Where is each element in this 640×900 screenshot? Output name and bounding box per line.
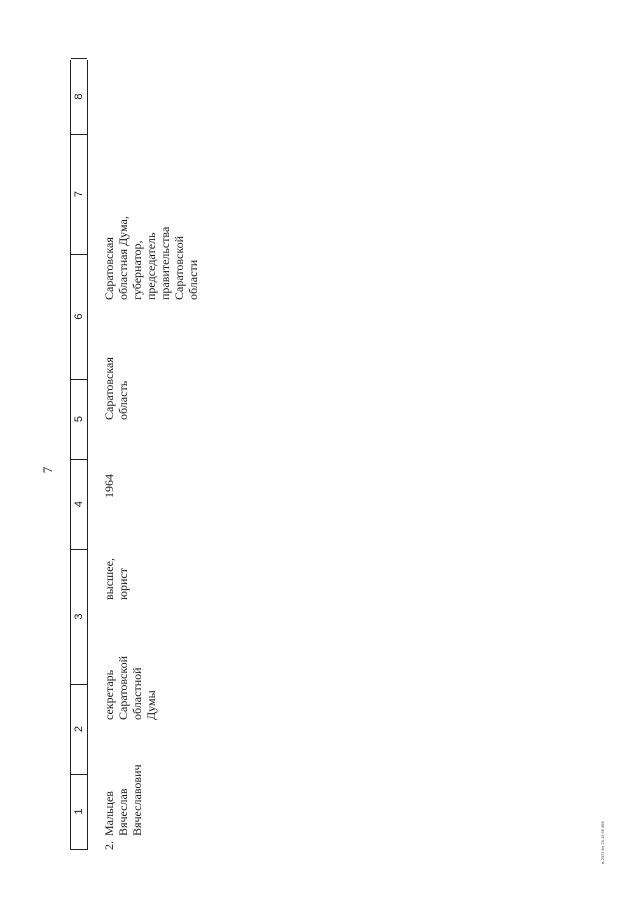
header-col-6: 6 [71,254,87,380]
header-col-1: 1 [71,774,87,850]
cell-birth-year: 1964 [102,474,116,498]
header-col-5: 5 [71,379,87,460]
footer-code: п-2071 fнг 29.12.95 465 [600,821,605,864]
header-col-3: 3 [71,549,87,685]
cell-region: Саратовская область [102,357,130,420]
table-header-row [70,60,88,850]
header-col-2: 2 [71,684,87,775]
rotated-document-page [0,40,605,900]
cell-position: секретарь Саратовской областной Думы [102,656,158,720]
cell-name: Мальцев Вячеслав Вячеславович [102,764,144,836]
cell-education: высшее, юрист [102,558,130,600]
page-number: 7 [40,466,55,474]
header-col-4: 4 [71,459,87,550]
header-col-7: 7 [71,134,87,255]
cell-nominated-by: Саратовская областная Дума, губернатор, председатель правительства Саратовской области [102,216,200,300]
row-number: 2. [102,841,116,850]
header-col-8: 8 [71,58,87,135]
